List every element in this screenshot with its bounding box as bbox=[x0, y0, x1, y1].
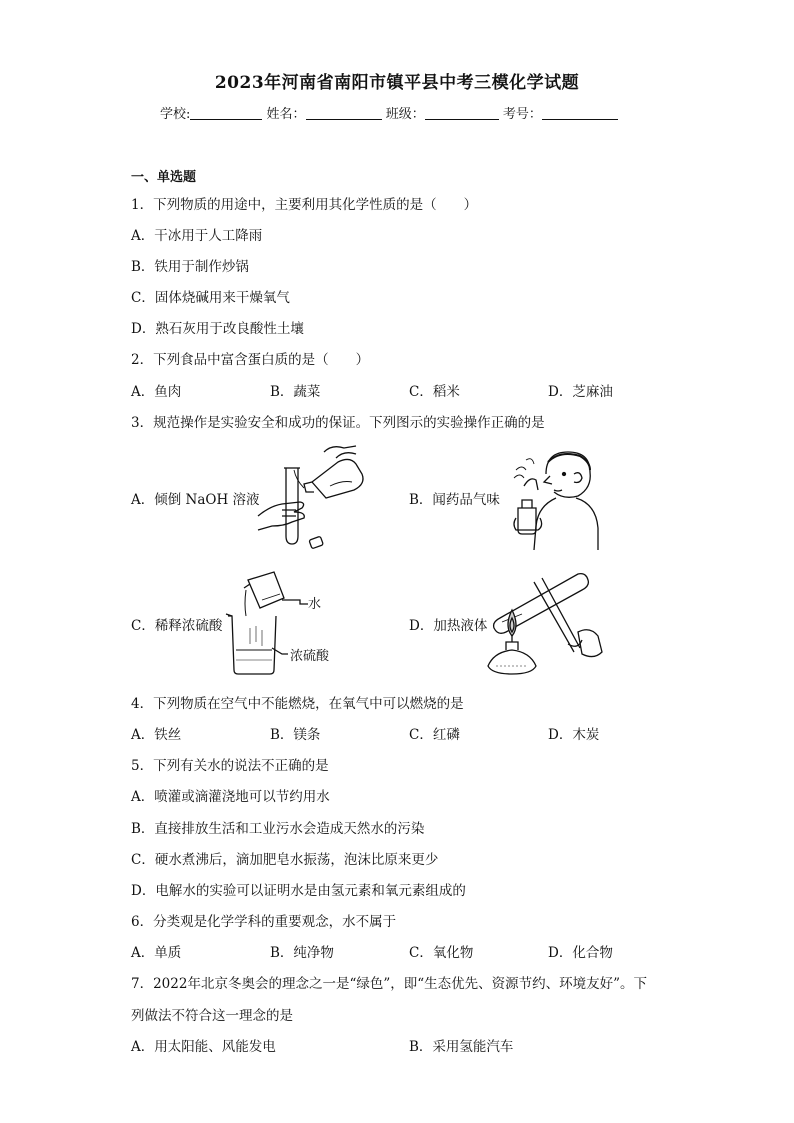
q1-option-b: B．铁用于制作炒锅 bbox=[131, 259, 249, 275]
smelling-gas-drawing bbox=[510, 446, 602, 551]
class-label: 班级： bbox=[385, 107, 425, 122]
figure-pouring-naoh bbox=[252, 440, 372, 555]
q2-option-d: D．芝麻油 bbox=[548, 384, 613, 400]
q3-stem: 3．规范操作是实验安全和成功的保证。下列图示的实验操作正确的是 bbox=[131, 415, 545, 431]
section-heading: 一、单选题 bbox=[131, 170, 197, 185]
q1-option-c: C．固体烧碱用来干燥氧气 bbox=[131, 290, 290, 306]
class-blank[interactable] bbox=[425, 106, 499, 120]
q6-stem: 6．分类观是化学学科的重要观念，水不属于 bbox=[131, 914, 397, 930]
figure-smelling-gas bbox=[510, 446, 602, 551]
q5-option-a: A．喷灌或滴灌浇地可以节约用水 bbox=[131, 789, 330, 805]
q7-stem-line1: 7．2022年北京冬奥会的理念之一是“绿色”，即“生态优先、资源节约、环境友好”。下 bbox=[131, 976, 648, 992]
q5-option-d: D．电解水的实验可以证明水是由氢元素和氧元素组成的 bbox=[131, 883, 466, 899]
q5-stem: 5．下列有关水的说法不正确的是 bbox=[131, 758, 329, 774]
diluting-acid-drawing bbox=[222, 570, 372, 680]
exam-number-blank[interactable] bbox=[542, 106, 618, 120]
q3-option-a: A．倾倒 NaOH 溶液 bbox=[131, 492, 260, 508]
q1-option-a: A．干冰用于人工降雨 bbox=[131, 228, 263, 244]
q7-option-b: B．采用氢能汽车 bbox=[409, 1039, 514, 1055]
heating-liquid-drawing bbox=[482, 566, 604, 682]
q3-option-b: B．闻药品气味 bbox=[409, 492, 500, 508]
school-label: 学校: bbox=[160, 107, 191, 122]
q6-option-b: B．纯净物 bbox=[270, 945, 334, 961]
q4-option-a: A．铁丝 bbox=[131, 727, 182, 743]
exam-number-label: 考号： bbox=[502, 107, 542, 122]
q6-option-c: C．氧化物 bbox=[409, 945, 474, 961]
q4-stem: 4．下列物质在空气中不能燃烧，在氧气中可以燃烧的是 bbox=[131, 696, 464, 712]
exam-title: 2023年河南省南阳市镇平县中考三模化学试题 bbox=[214, 73, 580, 93]
q3-option-d: D．加热液体 bbox=[409, 618, 488, 634]
q2-stem: 2．下列食品中富含蛋白质的是（ ） bbox=[131, 352, 370, 368]
q7-option-a: A．用太阳能、风能发电 bbox=[131, 1039, 276, 1055]
q5-option-c: C．硬水煮沸后，滴加肥皂水振荡，泡沫比原来更少 bbox=[131, 852, 439, 868]
q2-option-b: B．蔬菜 bbox=[270, 384, 321, 400]
q7-stem-line2: 列做法不符合这一理念的是 bbox=[131, 1008, 293, 1024]
q4-option-d: D．木炭 bbox=[548, 727, 600, 743]
q4-option-b: B．镁条 bbox=[270, 727, 321, 743]
figure-diluting-acid bbox=[222, 570, 372, 680]
figure-heating-liquid bbox=[482, 566, 604, 682]
q1-stem: 1．下列物质的用途中，主要利用其化学性质的是（ ） bbox=[131, 197, 478, 213]
q3-option-c: C．稀释浓硫酸 bbox=[131, 618, 223, 634]
student-info-line bbox=[160, 103, 618, 122]
q1-option-d: D．熟石灰用于改良酸性土壤 bbox=[131, 321, 304, 337]
q6-option-a: A．单质 bbox=[131, 945, 182, 961]
pouring-naoh-drawing bbox=[252, 440, 372, 555]
name-label: 姓名： bbox=[266, 107, 306, 122]
name-blank[interactable] bbox=[306, 106, 382, 120]
school-blank[interactable] bbox=[190, 106, 262, 120]
q5-option-b: B．直接排放生活和工业污水会造成天然水的污染 bbox=[131, 821, 425, 837]
q4-option-c: C．红磷 bbox=[409, 727, 460, 743]
q6-option-d: D．化合物 bbox=[548, 945, 613, 961]
water-label: 水 bbox=[308, 596, 322, 611]
sulfuric-acid-label: 浓硫酸 bbox=[290, 648, 330, 663]
q2-option-a: A．鱼肉 bbox=[131, 384, 182, 400]
q2-option-c: C．稻米 bbox=[409, 384, 460, 400]
